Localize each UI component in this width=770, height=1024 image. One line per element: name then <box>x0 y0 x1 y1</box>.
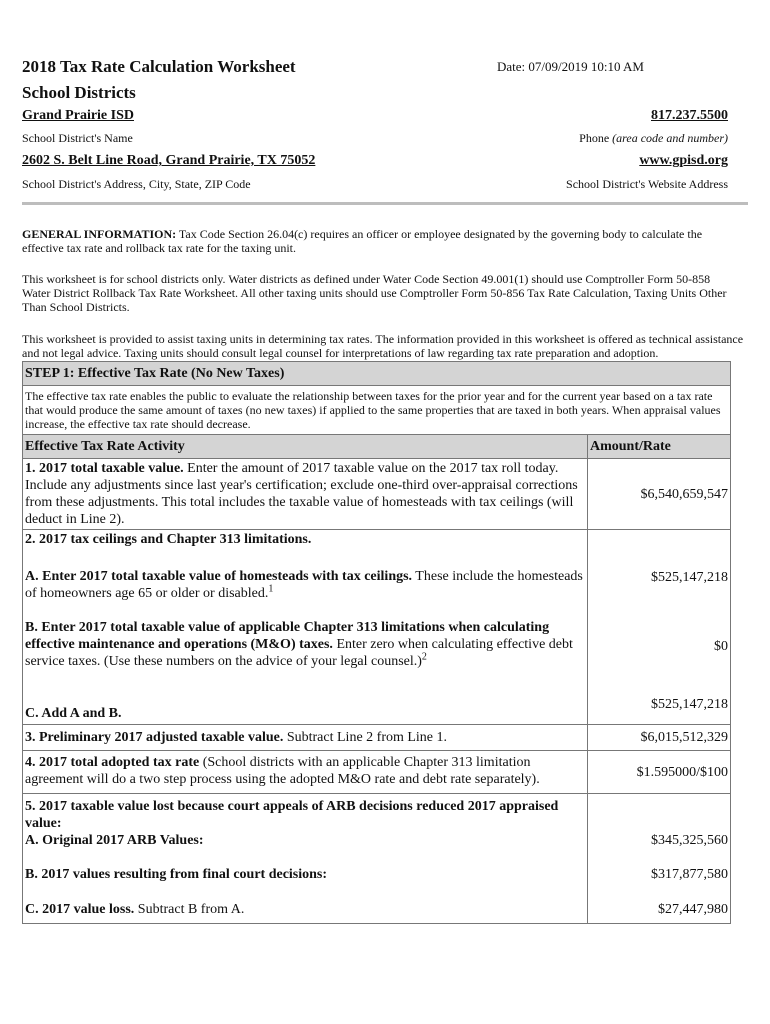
line5-amounts <box>588 794 731 924</box>
worksheet-date: Date: 07/09/2019 10:10 AM <box>497 59 644 74</box>
line2-amounts <box>588 530 731 725</box>
line5c-amount: $27,447,980 <box>658 902 728 917</box>
phone-label: Phone (area code and number) <box>579 131 728 145</box>
step1-table <box>22 361 731 924</box>
line2-description: 2. 2017 tax ceilings and Chapter 313 limitations. A. Enter 2017 total taxable value of homesteads with tax ceilings. These include the homesteads of homeowners age 65 or older or disabled.$^1$ B. Enter 2017 total taxable value of applicable Chapter 313 limitations when calculating effective maintenance and operations (M&O) taxes. Enter zero when calculating effective debt service taxes. (Use these numbers on the advice of your legal counsel.)$^2$ C. Add A and B. <box>23 530 588 725</box>
line4-amount: $1.595000/$100 <box>588 751 731 794</box>
district-address: 2602 S. Belt Line Road, Grand Prairie, TX 75052 <box>22 153 316 168</box>
header-divider <box>22 202 748 205</box>
line1-description: 1. 2017 total taxable value. Enter the amount of 2017 taxable value on the 2017 tax roll today. Include any adjustments since last year's certification; exclude one-third over-appraisal corrections from these adjustments. This total includes the taxable value of homesteads with tax ceilings (will deduct in Line 2). <box>23 459 588 530</box>
line2a-amount: $525,147,218 <box>651 570 728 585</box>
worksheet-title: 2018 Tax Rate Calculation Worksheet <box>22 57 296 76</box>
table-row <box>23 530 731 725</box>
general-info-p3: This worksheet is provided to assist taxing units in determining tax rates. The information provided in this worksheet is offered as technical assistance and not legal advice. Taxing units should consult legal counsel for interpretations of law regarding tax rate preparation and adoption. <box>22 332 744 360</box>
district-website[interactable]: www.gpisd.org <box>639 153 728 168</box>
general-info-p1: GENERAL INFORMATION: Tax Code Section 26.04(c) requires an officer or employee designated by the governing body to calculate the effective tax rate and rollback tax rate for the taxing unit. <box>22 227 703 255</box>
line2c-amount: $525,147,218 <box>651 697 728 712</box>
table-row <box>23 751 731 794</box>
district-name-label: School District's Name <box>22 131 133 145</box>
worksheet-subtitle: School Districts <box>22 83 136 102</box>
step1-description: The effective tax rate enables the public to evaluate the relationship between taxes for the prior year and for the current year based on a tax rate that would produce the same amount of taxes (no new taxes) if applied to the same properties that are taxed in both years. When appraisal values increase, the effective tax rate should decrease. <box>23 386 731 435</box>
column-header-activity: Effective Tax Rate Activity <box>23 435 588 459</box>
line3-description: 3. Preliminary 2017 adjusted taxable value. Subtract Line 2 from Line 1. <box>23 725 588 751</box>
line5b-amount: $317,877,580 <box>651 867 728 882</box>
table-row <box>23 794 731 924</box>
district-address-label: School District's Address, City, State, ZIP Code <box>22 177 251 191</box>
column-header-amount: Amount/Rate <box>588 435 731 459</box>
general-info-p2: This worksheet is for school districts only. Water districts as defined under Water Code Section 49.001(1) should use Comptroller Form 50-858 Water District Rollback Tax Rate Worksheet. All other taxing units should use Comptroller Form 50-856 Tax Rate Calculation, Taxing Units Other Than School Districts. <box>22 272 727 314</box>
line5a-amount: $345,325,560 <box>651 833 728 848</box>
table-row <box>23 459 731 530</box>
district-name: Grand Prairie ISD <box>22 108 134 123</box>
website-label: School District's Website Address <box>566 177 728 191</box>
line4-description: 4. 2017 total adopted tax rate (School districts with an applicable Chapter 313 limitation agreement will do a two step process using the adopted M&O rate and debt rate separately). <box>23 751 588 794</box>
table-row <box>23 725 731 751</box>
line5-description: 5. 2017 taxable value lost because court appeals of ARB decisions reduced 2017 appraised value: A. Original 2017 ARB Values: B. 2017 values resulting from final court decisions: C. 2017 value loss. Subtract B from A. <box>23 794 588 924</box>
step1-heading: STEP 1: Effective Tax Rate (No New Taxes) <box>23 362 731 386</box>
line3-amount: $6,015,512,329 <box>588 725 731 751</box>
line1-amount: $6,540,659,547 <box>588 459 731 530</box>
line2b-amount: $0 <box>714 639 728 654</box>
district-phone: 817.237.5500 <box>651 108 728 123</box>
